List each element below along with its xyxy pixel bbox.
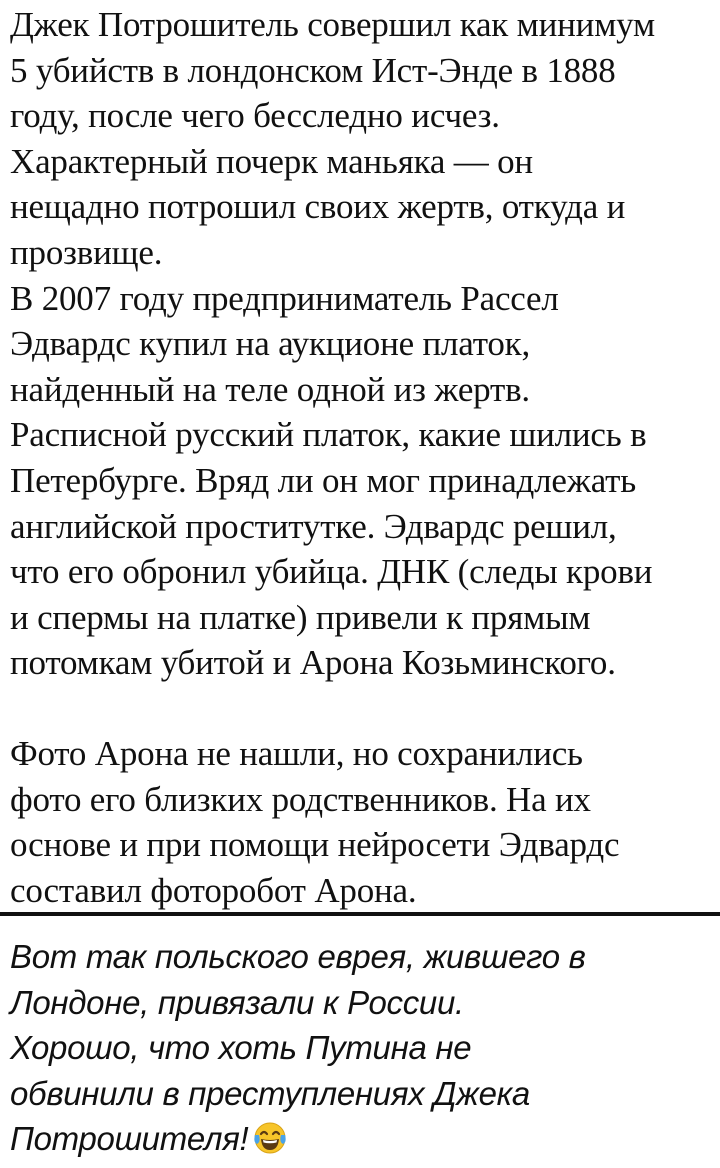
face-with-tears-of-joy-icon xyxy=(252,1120,288,1156)
paragraph-photofit: Фото Арона не нашли, но сохранились фото его близких родственников. На их основе и при помощи нейросети Эдвардс составил фоторобот Арона. xyxy=(10,733,620,910)
section-divider xyxy=(0,912,720,916)
paragraph-jack-the-ripper: Джек Потрошитель совершил как минимум 5 убийств в лондонском Ист-Энде в 1888 году, после чего бесследно исчез. Характерный почерк маньяка — он нещадно потрошил своих жертв, откуда и прозвище. xyxy=(10,5,655,272)
article-text xyxy=(10,2,716,913)
paragraph-spacer xyxy=(10,686,716,731)
paragraph-shawl-dna: В 2007 году предприниматель Рассел Эдвардс купил на аукционе платок, найденный на теле одной из жертв. Расписной русский платок, какие шились в Петербурге. Вряд ли он мог принадлежать английской проститутке. Эдвардс решил, что его обронил убийца. ДНК (следы крови и спермы на платке) привели к прямым потомкам убитой и Арона Козьминского. xyxy=(10,278,653,683)
comment-text: Вот так польского еврея, жившего в Лондоне, привязали к России. Хорошо, что хоть Путина не обвинили в преступлениях Джека Потрошителя! xyxy=(10,938,586,1157)
comment-block xyxy=(10,934,716,1162)
